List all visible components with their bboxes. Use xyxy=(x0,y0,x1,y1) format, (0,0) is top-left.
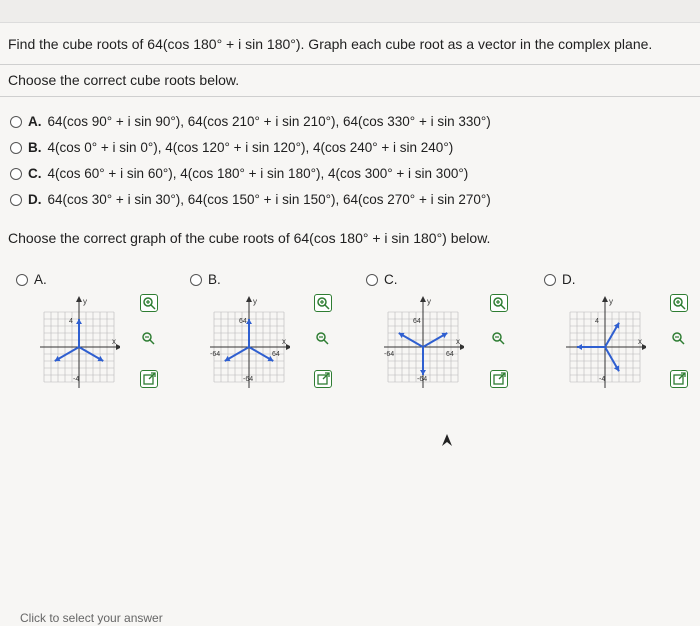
y-axis-arrow xyxy=(602,296,608,302)
y-axis-label: y xyxy=(253,297,257,306)
tick-label: -64 xyxy=(417,376,428,383)
radio-button[interactable] xyxy=(10,194,22,206)
tick-label: 64 xyxy=(272,351,280,358)
tick-label: -4 xyxy=(599,376,606,383)
graph-choice-b[interactable] xyxy=(190,272,221,287)
mouse-cursor-icon xyxy=(440,432,454,448)
graph-a xyxy=(38,294,120,394)
x-axis-label: x xyxy=(282,337,286,346)
graph-svg xyxy=(564,294,646,394)
x-axis-arrow xyxy=(460,344,464,350)
tick-label: 64 xyxy=(239,318,247,325)
tick-label: -64 xyxy=(210,351,221,358)
y-axis-arrow xyxy=(420,296,426,302)
radio-button[interactable] xyxy=(16,274,28,286)
question-text: Find the cube roots of 64(cos 180° + i sin 180°). Graph each cube root as a vector in the complex plane. xyxy=(8,36,653,52)
zoom-out-icon[interactable] xyxy=(314,330,332,348)
divider xyxy=(0,96,700,97)
choice-b[interactable] xyxy=(10,140,453,155)
x-axis-label: x xyxy=(456,337,460,346)
radio-button[interactable] xyxy=(366,274,378,286)
choice-letter: A. xyxy=(28,114,42,129)
choice-text: 64(cos 90° + i sin 90°), 64(cos 210° + i sin 210°), 64(cos 330° + i sin 330°) xyxy=(47,114,491,129)
x-axis-arrow xyxy=(642,344,646,350)
tick-label: 4 xyxy=(595,318,599,325)
zoom-in-icon[interactable] xyxy=(490,294,508,312)
zoom-in-icon[interactable] xyxy=(314,294,332,312)
choice-c[interactable] xyxy=(10,166,468,181)
tick-label: -64 xyxy=(243,376,254,383)
choice-text: 64(cos 30° + i sin 30°), 64(cos 150° + i sin 150°), 64(cos 270° + i sin 270°) xyxy=(47,192,491,207)
zoom-in-icon[interactable] xyxy=(670,294,688,312)
tick-label: -64 xyxy=(384,351,395,358)
choice-letter: B. xyxy=(208,272,221,287)
vector-arrowhead xyxy=(577,344,582,350)
choice-letter: A. xyxy=(34,272,47,287)
choice-a[interactable] xyxy=(10,114,491,129)
graph-choice-c[interactable] xyxy=(366,272,398,287)
y-axis-label: y xyxy=(83,297,87,306)
y-axis-arrow xyxy=(76,296,82,302)
radio-button[interactable] xyxy=(10,116,22,128)
choice-d[interactable] xyxy=(10,192,491,207)
tick-label: -4 xyxy=(73,376,80,383)
x-axis-arrow xyxy=(286,344,290,350)
radio-button[interactable] xyxy=(10,168,22,180)
graph-svg xyxy=(208,294,290,394)
radio-button[interactable] xyxy=(544,274,556,286)
y-axis-label: y xyxy=(609,297,613,306)
y-axis-label: y xyxy=(427,297,431,306)
vector-arrowhead xyxy=(246,319,252,324)
vector-arrowhead xyxy=(76,319,82,324)
tick-label: 64 xyxy=(446,351,454,358)
popout-icon[interactable] xyxy=(490,370,508,388)
zoom-in-icon[interactable] xyxy=(140,294,158,312)
x-axis-arrow xyxy=(116,344,120,350)
footer-hint: Click to select your answer xyxy=(20,611,163,625)
graph-svg xyxy=(382,294,464,394)
graph-c xyxy=(382,294,464,394)
tick-label: 4 xyxy=(69,318,73,325)
choice-letter: C. xyxy=(28,166,42,181)
choice-letter: B. xyxy=(28,140,42,155)
graph-prompt: Choose the correct graph of the cube roots of 64(cos 180° + i sin 180°) below. xyxy=(8,230,491,246)
graph-svg xyxy=(38,294,120,394)
popout-icon[interactable] xyxy=(140,370,158,388)
x-axis-label: x xyxy=(112,337,116,346)
choice-text: 4(cos 0° + i sin 0°), 4(cos 120° + i sin 120°), 4(cos 240° + i sin 240°) xyxy=(47,140,454,155)
graph-b xyxy=(208,294,290,394)
zoom-out-icon[interactable] xyxy=(490,330,508,348)
top-bar xyxy=(0,0,700,23)
x-axis-label: x xyxy=(638,337,642,346)
zoom-out-icon[interactable] xyxy=(670,330,688,348)
graph-choice-d[interactable] xyxy=(544,272,576,287)
choice-letter: C. xyxy=(384,272,398,287)
divider xyxy=(0,64,700,65)
radio-button[interactable] xyxy=(190,274,202,286)
graph-choice-a[interactable] xyxy=(16,272,47,287)
choice-text: 4(cos 60° + i sin 60°), 4(cos 180° + i sin 180°), 4(cos 300° + i sin 300°) xyxy=(47,166,469,181)
popout-icon[interactable] xyxy=(314,370,332,388)
tick-label: 64 xyxy=(413,318,421,325)
zoom-out-icon[interactable] xyxy=(140,330,158,348)
y-axis-arrow xyxy=(246,296,252,302)
popout-icon[interactable] xyxy=(670,370,688,388)
roots-prompt: Choose the correct cube roots below. xyxy=(8,72,240,88)
graph-d xyxy=(564,294,646,394)
choice-letter: D. xyxy=(28,192,42,207)
choice-letter: D. xyxy=(562,272,576,287)
radio-button[interactable] xyxy=(10,142,22,154)
vector-arrowhead xyxy=(420,370,426,375)
